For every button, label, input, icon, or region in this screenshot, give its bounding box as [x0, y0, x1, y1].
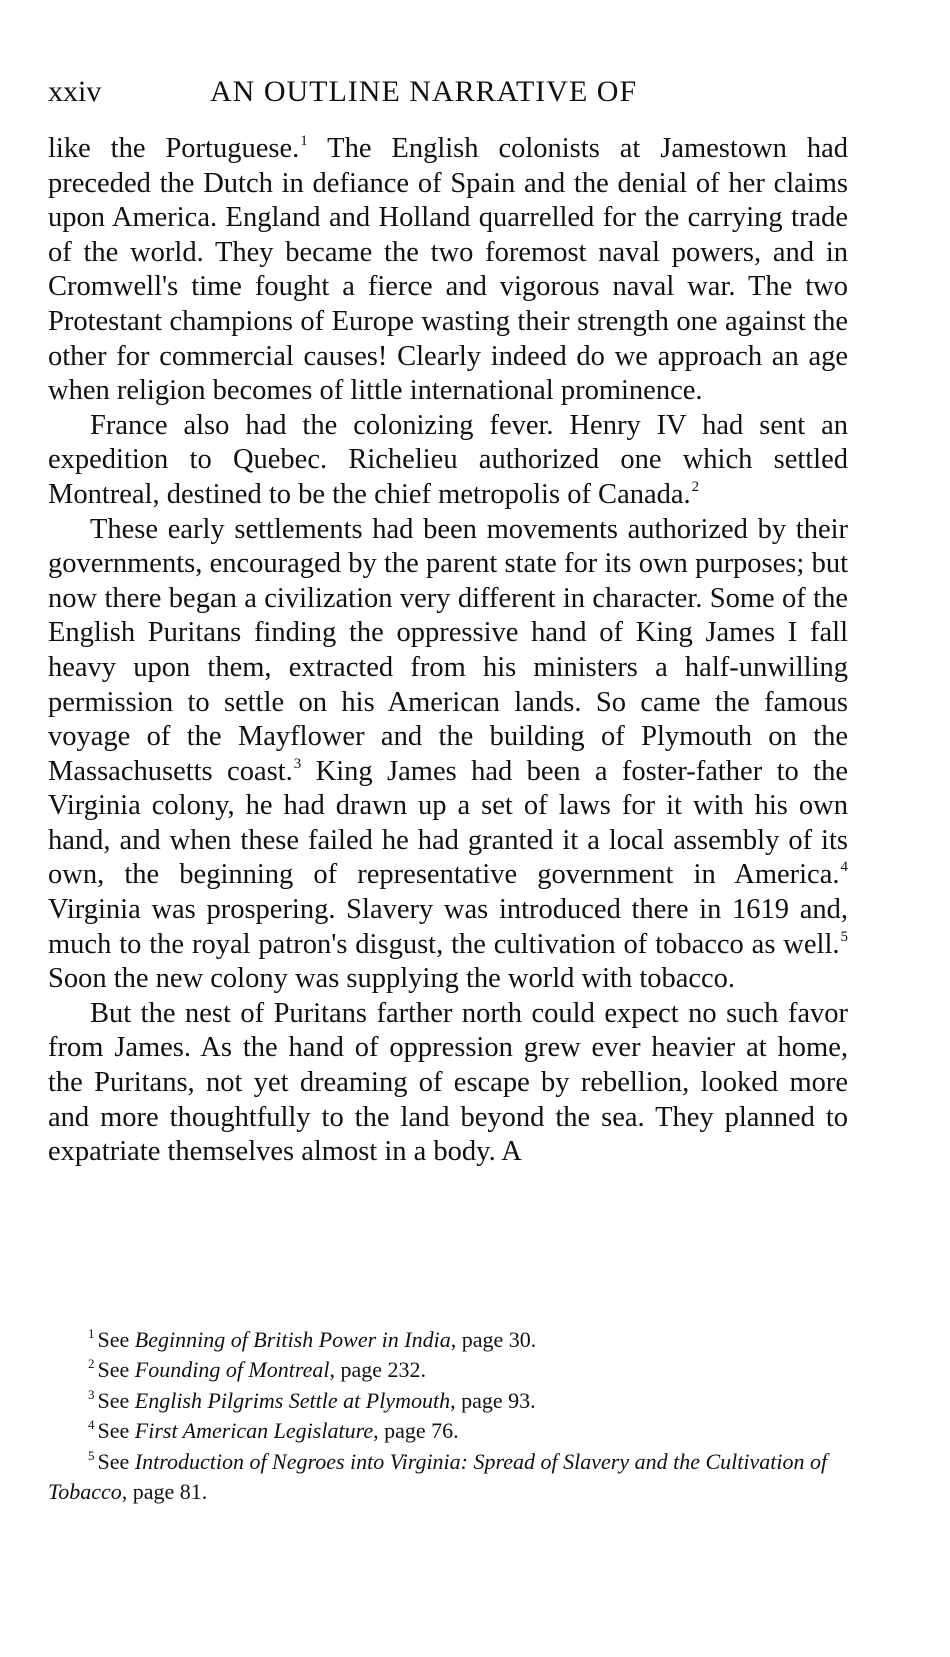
text-segment: But the nest of Puritans farther north could expect no such favor from James. As the hand of oppression grew ever heavier at home, the Puritans, not yet dreaming of escape by rebellion, looked more and more thoughtfully to the land beyond the sea. They planned to expatriate themselves almost in a body. A	[48, 997, 848, 1168]
footnote-page: , page 232.	[329, 1357, 427, 1383]
paragraph	[48, 513, 848, 997]
footnote-ref: 3	[293, 755, 302, 772]
footnote-number: 3	[88, 1386, 95, 1402]
footnote-title: Founding of Montreal	[134, 1357, 330, 1383]
footnote-prefix: See	[97, 1448, 135, 1474]
footnote-prefix: See	[97, 1357, 135, 1383]
page-number: xxiv	[48, 75, 102, 108]
footnote-title: First American Legislature	[134, 1418, 374, 1444]
footnote-page: , page 30.	[450, 1327, 537, 1352]
body-text	[48, 132, 848, 1170]
footnote	[48, 1386, 848, 1416]
text-segment: like the Portuguese.	[48, 133, 300, 164]
footnote-number: 4	[88, 1417, 95, 1433]
text-segment: King James had been a foster-father to the Virginia colony, he had drawn up a set of laws for it with his own hand, and when these failed he had granted it a local assembly of its own, the beginning of representative government in America.	[48, 755, 848, 891]
paragraph	[48, 409, 848, 513]
footnote-title: Beginning of British Power in India	[134, 1327, 451, 1352]
footnote-prefix: See	[97, 1418, 135, 1444]
text-segment: France also had the colonizing fever. Henry IV had sent an expedition to Quebec. Richelieu authorized one which settled Montreal, destined to be the chief metropolis of Canada.	[48, 409, 848, 510]
footnote-title: Introduction of Negroes into Virginia: Spread of Slavery and the Cultivation of Tobacco	[48, 1448, 828, 1505]
paragraph	[48, 997, 848, 1170]
running-title: AN OUTLINE NARRATIVE OF	[210, 75, 638, 108]
footnote-page: , page 93.	[450, 1387, 536, 1413]
footnote-ref: 1	[300, 133, 308, 149]
footnote	[48, 1447, 848, 1508]
text-segment: These early settlements had been movements authorized by their governments, encouraged by the parent state for its own purposes; but now there began a civilization very different in character. Some of the English Puritans finding the oppressive hand of King James I fall heavy upon them, extracted from his ministers a half-unwilling permission to settle on his American lands. So came the famous voyage of the Mayflower and the building of Plymouth on the Massachusetts coast.	[48, 513, 848, 787]
footnote-number: 2	[88, 1356, 95, 1372]
footnote-ref: 4	[840, 859, 848, 876]
footnote-number: 5	[88, 1447, 95, 1463]
footnote-title: English Pilgrims Settle at Plymouth	[134, 1387, 451, 1413]
paragraph	[48, 132, 848, 409]
book-page	[48, 0, 848, 1657]
footnote-page: , page 81.	[121, 1479, 208, 1505]
footnote-prefix: See	[97, 1387, 135, 1413]
page-header	[48, 70, 848, 114]
footnote	[48, 1325, 848, 1355]
text-segment: The English colonists at Jamestown had preceded the Dutch in defiance of Spain and the denial of her claims upon America. England and Holland quarrelled for the carrying trade of the world. They became the two foremost naval powers, and in Cromwell's time fought a fierce and vigorous naval war. The two Protestant champions of Europe wasting their strength one against the other for commercial causes! Clearly indeed do we approach an age when religion becomes of little international prominence.	[48, 133, 848, 407]
footnote-page: , page 76.	[373, 1418, 459, 1444]
footnote	[48, 1416, 848, 1446]
footnote-ref: 5	[840, 928, 848, 945]
text-segment: Virginia was prospering. Slavery was introduced there in 1619 and, much to the royal patron's disgust, the cultivation of tobacco as well.	[48, 894, 848, 960]
text-segment: Soon the new colony was supplying the world with tobacco.	[48, 963, 736, 995]
footnote-number: 1	[88, 1326, 95, 1341]
footnotes	[48, 1325, 848, 1507]
footnote	[48, 1355, 848, 1385]
footnote-prefix: See	[97, 1327, 135, 1352]
footnote-ref: 2	[691, 478, 700, 495]
